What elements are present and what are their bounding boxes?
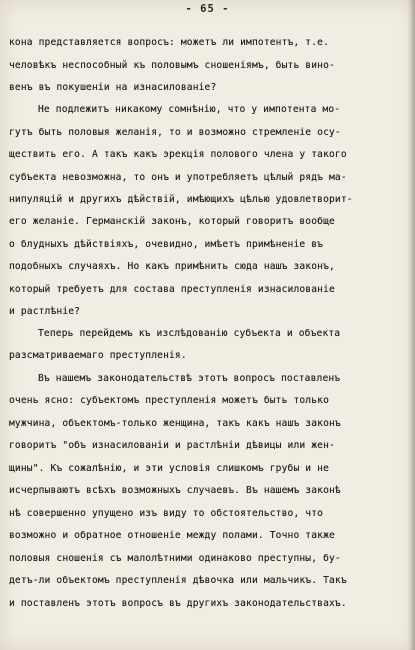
text-line-11: подобныхъ случаяхъ. Но какъ примѣнить сюда нашъ законъ, — [9, 261, 335, 272]
text-line-18: мужчина, объектомъ-только женщина, такъ какъ нашъ законъ — [9, 418, 341, 429]
text-line-23: возможно и обратное отношеніе между полами. Точно также — [9, 530, 335, 541]
text-line-6: ществить его. А такъ какъ эрекція полового члена у такого — [9, 149, 347, 160]
text-line-1: кона представляется вопросъ: можетъ ли импотентъ, т.е. — [9, 37, 329, 48]
text-line-4: Не подлежитъ никакому сомнѣнію, что у импотента мо- — [38, 104, 341, 115]
text-line-24: половыя сношенія съ малолѣтними одинаково преступны, бу- — [9, 553, 341, 564]
text-line-21: исчерпываютъ всѣхъ возможныхъ случаевъ. Въ нашемъ законѣ — [9, 485, 341, 496]
text-line-7: субъекта невозможна, то онъ и употребляетъ цѣлый рядъ ма- — [9, 172, 347, 183]
page-number: - 65 - — [185, 3, 230, 15]
text-line-26: и поставленъ этотъ вопросъ въ другихъ законодательствахъ. — [9, 598, 347, 609]
text-line-25: детъ-ли объектомъ преступленія дѣвочка или мальчикъ. Такъ — [9, 575, 347, 586]
text-line-14: Теперь перейдемъ къ изслѣдованію субъекта и объекта — [38, 328, 341, 339]
text-line-10: о блудныхъ дѣйствіяхъ, очевидно, имѣетъ примѣненіе въ — [9, 239, 324, 250]
text-line-16: Въ нашемъ законодательствѣ этотъ вопросъ поставленъ — [38, 373, 341, 384]
text-line-5: гутъ быть половыя желанія, то и возможно стремленіе осу- — [9, 127, 341, 138]
text-line-19: говоритъ "объ изнасилованіи и растлѣніи дѣвицы или жен- — [9, 440, 335, 451]
text-line-9: его желаніе. Германскій законъ, который говоритъ вообще — [9, 216, 335, 227]
text-line-13: и растлѣніе? — [9, 306, 81, 317]
text-line-22: нѣ совершенно упущено изъ виду то обстоятельство, что — [9, 508, 324, 519]
text-line-3: венъ въ покушеніи на изнасилованіе? — [9, 82, 217, 93]
text-line-17: очень ясно: субъектомъ преступленія можетъ быть только — [9, 395, 329, 406]
text-line-15: разсматриваемаго преступленія. — [9, 350, 187, 361]
page-edge-shadow — [408, 0, 415, 650]
text-line-2: человѣкъ неспособный къ половымъ сношеніямъ, быть вино- — [9, 60, 335, 71]
text-line-20: щины". Къ сожалѣнію, и эти условія слишкомъ грубы и не — [9, 463, 329, 474]
text-line-8: нипуляцій и другихъ дѣйствій, имѣющихъ цѣлью удовлетворит- — [9, 194, 353, 205]
text-line-12: который требуетъ для состава преступленія изнасилованіе — [9, 284, 335, 295]
